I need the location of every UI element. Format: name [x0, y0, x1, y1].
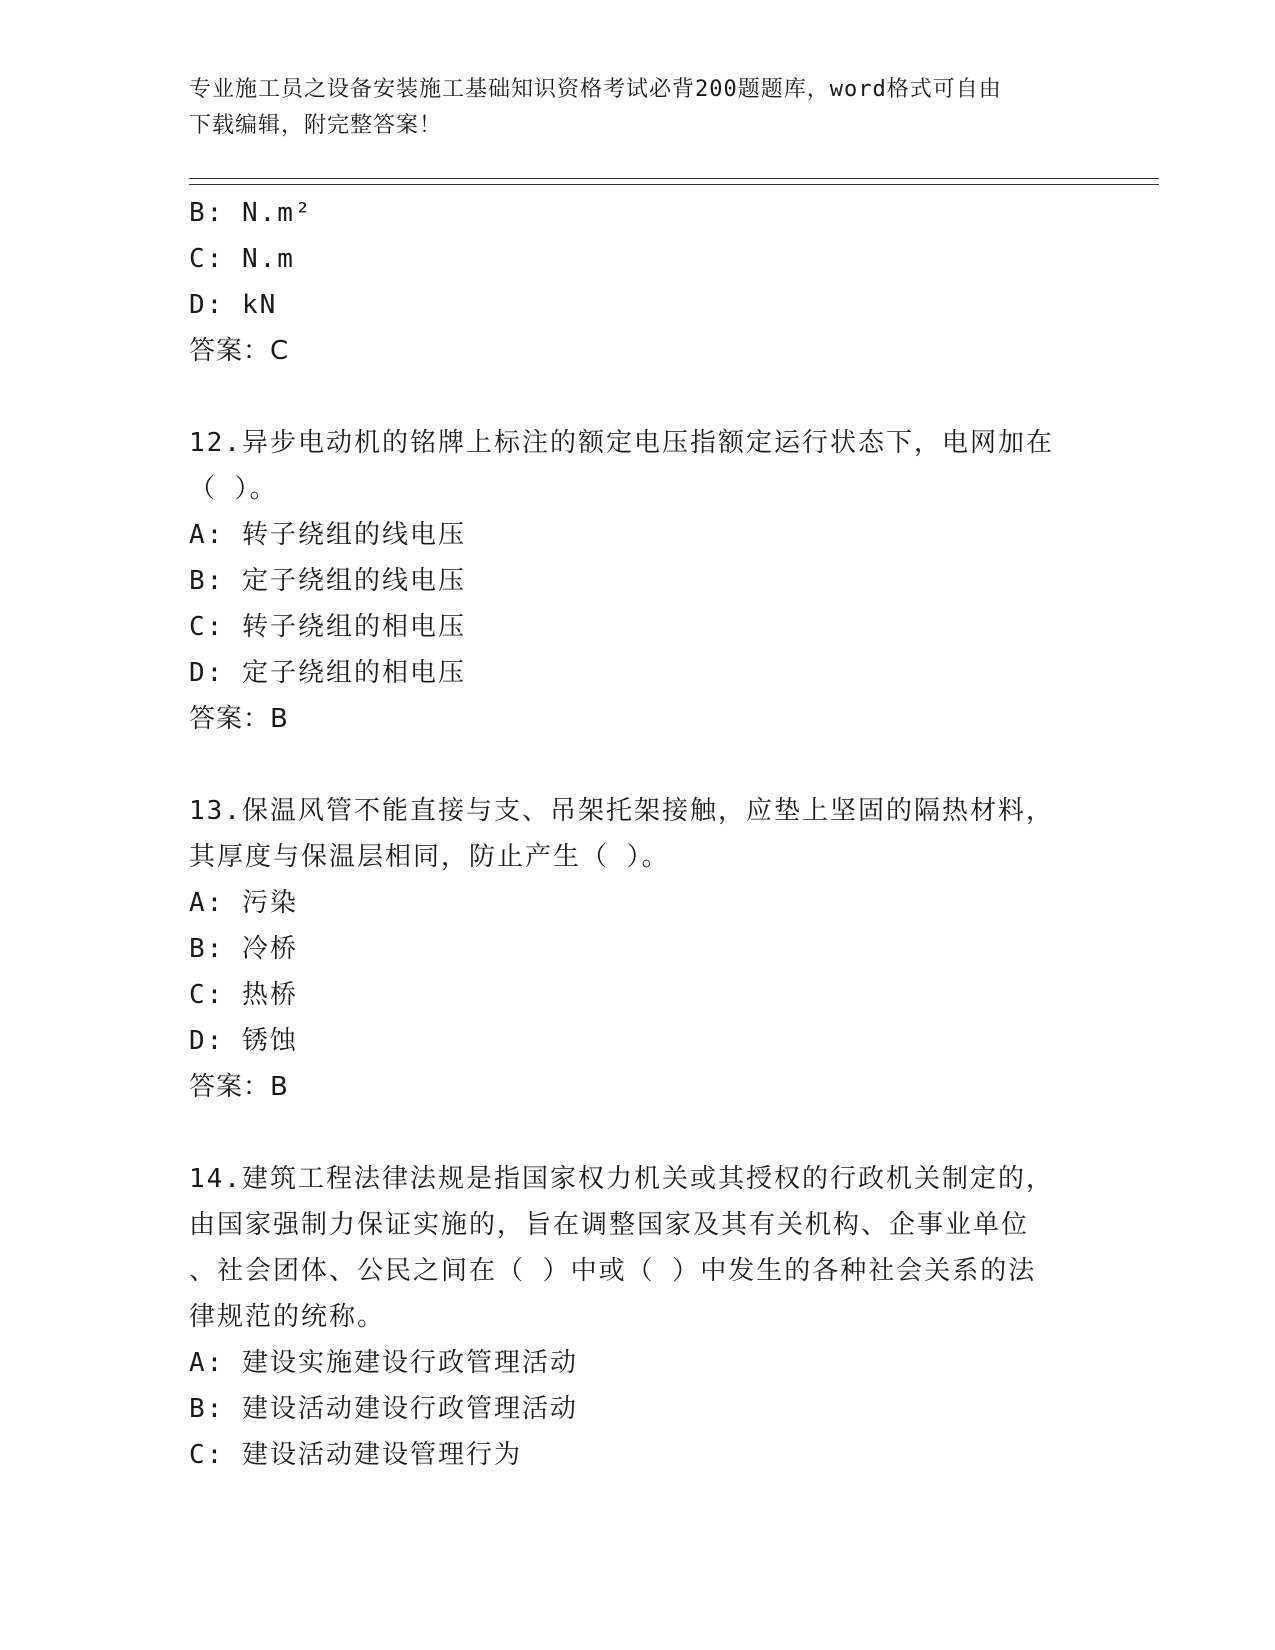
question-stem: 14.建筑工程法律法规是指国家权力机关或其授权的行政机关制定的， [189, 1164, 1054, 1194]
option-b: B: N.m² [189, 198, 313, 228]
option-d: D: 锈蚀 [189, 1026, 298, 1056]
answer: 答案：C [189, 336, 290, 366]
header-title-line-1: 专业施工员之设备安装施工基础知识资格考试必背200题题库，word格式可自由 [189, 77, 1002, 102]
question-stem: 由国家强制力保证实施的，旨在调整国家及其有关机构、企事业单位 [189, 1210, 1030, 1240]
option-d: D: kN [189, 290, 278, 320]
question-11 [189, 190, 1089, 374]
option-d: D: 定子绕组的相电压 [189, 658, 466, 688]
header-divider-bottom [189, 184, 1159, 185]
question-stem: 其厚度与保温层相同，防止产生（ ）。 [189, 842, 670, 872]
question-13 [189, 788, 1089, 1110]
option-c: C: 热桥 [189, 980, 298, 1010]
question-stem: 律规范的统称。 [189, 1302, 386, 1332]
spacer [189, 374, 1089, 420]
answer: 答案：B [189, 1072, 289, 1102]
option-a: A: 建设实施建设行政管理活动 [189, 1348, 578, 1378]
question-stem: 12.异步电动机的铭牌上标注的额定电压指额定运行状态下，电网加在 [189, 428, 1054, 458]
spacer [189, 742, 1089, 788]
question-stem: 13.保温风管不能直接与支、吊架托架接触，应垫上坚固的隔热材料， [189, 796, 1054, 826]
header-divider-top [189, 178, 1159, 179]
question-stem: 、社会团体、公民之间在（ ）中或（ ）中发生的各种社会关系的法 [189, 1256, 1037, 1286]
option-c: C: 转子绕组的相电压 [189, 612, 466, 642]
question-12 [189, 420, 1089, 742]
document-header [189, 72, 1069, 144]
option-a: A: 转子绕组的线电压 [189, 520, 466, 550]
option-b: B: 建设活动建设行政管理活动 [189, 1394, 578, 1424]
answer: 答案：B [189, 704, 289, 734]
option-b: B: 冷桥 [189, 934, 298, 964]
option-a: A: 污染 [189, 888, 298, 918]
question-14 [189, 1156, 1089, 1478]
option-c: C: N.m [189, 244, 295, 274]
question-list [189, 190, 1089, 1478]
header-title-line-2: 下载编辑，附完整答案！ [189, 113, 443, 138]
option-b: B: 定子绕组的线电压 [189, 566, 466, 596]
option-c: C: 建设活动建设管理行为 [189, 1440, 522, 1470]
spacer [189, 1110, 1089, 1156]
question-stem: （ ）。 [189, 474, 278, 504]
